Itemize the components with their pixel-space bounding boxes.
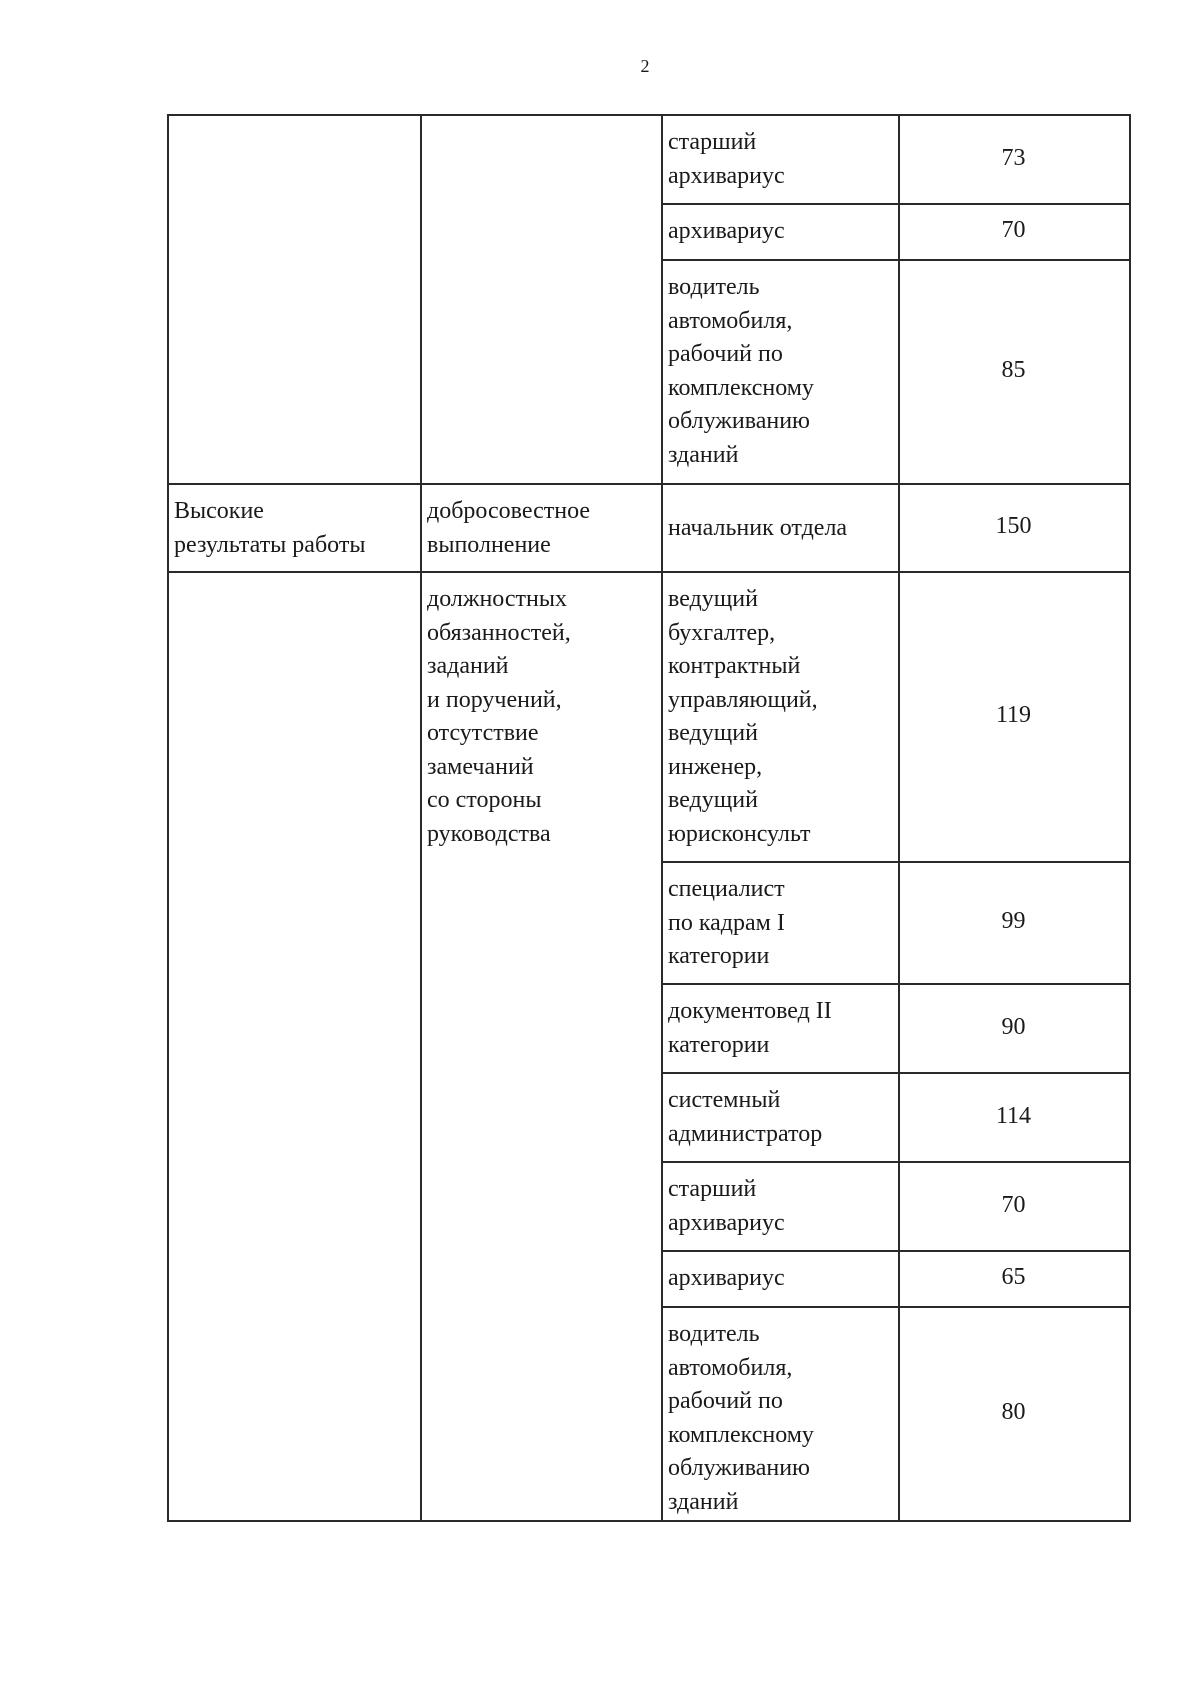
table-border-left (167, 114, 169, 1522)
bonus-table (167, 114, 1131, 1522)
condition-cell-continued: должностных обязанностей, заданий и поручений, отсутствие замечаний со стороны руководства (427, 586, 571, 847)
position-cell: архивариус (668, 218, 785, 244)
value-cell: 65 (1001, 1264, 1026, 1291)
value-cell: 119 (995, 702, 1032, 729)
value-cell: 150 (995, 513, 1032, 540)
position-cell: специалист по кадрам I категории (668, 876, 785, 969)
value-cell: 85 (1001, 357, 1026, 384)
position-cell: водитель автомобиля, рабочий по комплексному облуживанию зданий (668, 274, 814, 468)
position-cell: старший архивариус (668, 129, 785, 189)
position-cell: архивариус (668, 1265, 785, 1291)
value-cell: 114 (995, 1102, 1032, 1129)
page-number: 2 (640, 56, 650, 76)
value-cell: 90 (1001, 1013, 1026, 1040)
table-border-right (1129, 114, 1131, 1522)
value-cell: 80 (1001, 1399, 1026, 1426)
position-cell: начальник отдела (668, 515, 848, 541)
position-cell: документовед II категории (668, 998, 832, 1058)
position-cell: ведущий бухгалтер, контрактный управляющий, ведущий инженер, ведущий юрисконсульт (668, 586, 818, 847)
position-cell: водитель автомобиля, рабочий по комплексному облуживанию зданий (668, 1321, 814, 1515)
position-cell: системный администратор (668, 1087, 823, 1147)
condition-cell: добросовестное выполнение (427, 498, 591, 558)
table-border-bottom (167, 1520, 1131, 1522)
criterion-cell: Высокие результаты работы (174, 498, 366, 558)
value-cell: 70 (1001, 1191, 1026, 1218)
position-cell: старший архивариус (668, 1176, 785, 1236)
value-cell: 73 (1001, 144, 1026, 171)
value-cell: 99 (1001, 908, 1026, 935)
value-cell: 70 (1001, 217, 1026, 244)
